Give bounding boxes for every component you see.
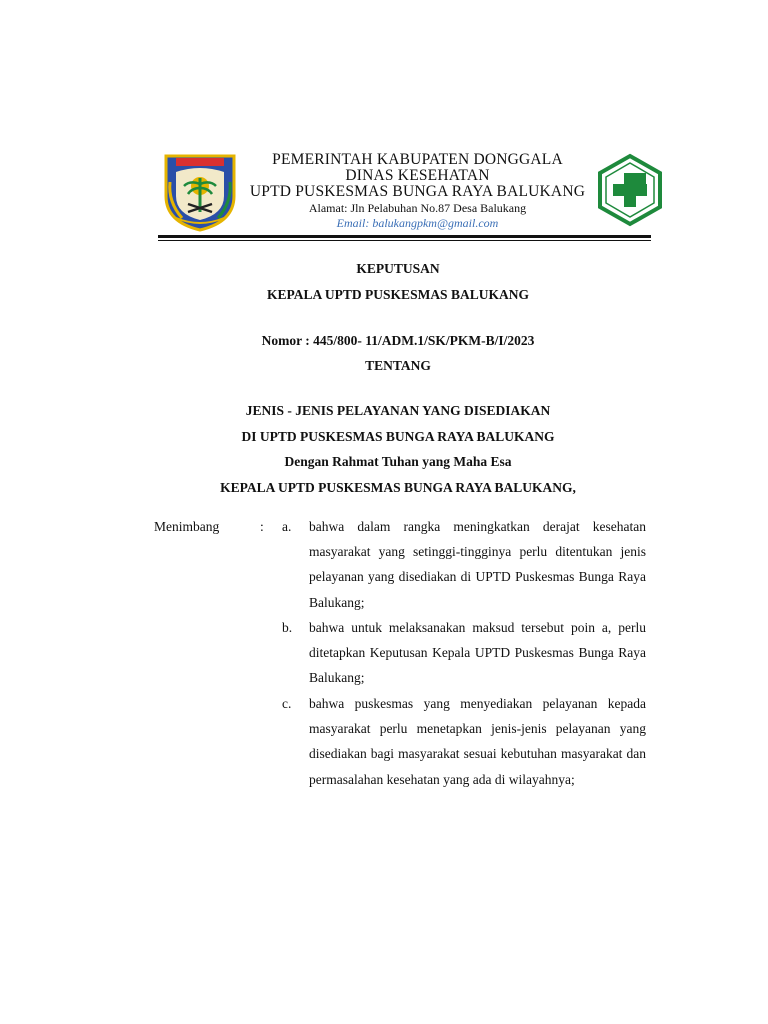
menimbang-label: Menimbang xyxy=(154,519,220,534)
decree-invocation: Dengan Rahmat Tuhan yang Maha Esa xyxy=(284,454,512,469)
decree-about: TENTANG xyxy=(365,358,431,373)
letterhead-divider-thin xyxy=(158,240,651,241)
consideration-letter-c: c. xyxy=(282,696,292,711)
decree-subject-line2: DI UPTD PUSKESMAS BUNGA RAYA BALUKANG xyxy=(241,429,555,444)
letterhead-institution: UPTD PUSKESMAS BUNGA RAYA BALUKANG xyxy=(249,183,586,200)
kabupaten-emblem-logo xyxy=(162,152,238,232)
letterhead-government: PEMERINTAH KABUPATEN DONGGALA xyxy=(272,151,563,168)
letterhead-divider-thick xyxy=(158,235,651,238)
decree-title: KEPUTUSAN xyxy=(356,261,440,276)
letterhead-department: DINAS KESEHATAN xyxy=(345,167,490,184)
letterhead-email: Email: balukangpkm@gmail.com xyxy=(336,216,499,230)
decree-issuer-signature-line: KEPALA UPTD PUSKESMAS BUNGA RAYA BALUKANG, xyxy=(220,480,576,495)
consideration-letter-a: a. xyxy=(282,519,292,534)
decree-issuer: KEPALA UPTD PUSKESMAS BALUKANG xyxy=(267,287,529,302)
letterhead-address: Alamat: Jln Pelabuhan No.87 Desa Balukang xyxy=(308,201,527,215)
consideration-text-a: bahwa dalam rangka meningkatkan derajat kesehatan masyarakat yang setinggi-tingginya perlu ditentukan jenis pelayanan yang disediakan di UPTD Puskesmas Bunga Raya Balukang; xyxy=(309,519,646,610)
consideration-letter-b: b. xyxy=(282,620,293,635)
consideration-text-c: bahwa puskesmas yang menyediakan pelayanan kepada masyarakat perlu menetapkan jenis-jenis pelayanan yang disediakan bagi masyarakat sesuai kebutuhan masyarakat dan permasalahan kesehatan yang ada di wilayahnya; xyxy=(309,696,646,787)
puskesmas-cross-logo xyxy=(597,153,663,227)
decree-number: Nomor : 445/800- 11/ADM.1/SK/PKM-B/I/2023 xyxy=(261,333,535,348)
consideration-text-b: bahwa untuk melaksanakan maksud tersebut poin a, perlu ditetapkan Keputusan Kepala UPTD Puskesmas Bunga Raya Balukang; xyxy=(309,620,646,686)
menimbang-colon: : xyxy=(260,519,264,534)
decree-subject-line1: JENIS - JENIS PELAYANAN YANG DISEDIAKAN xyxy=(245,403,551,418)
